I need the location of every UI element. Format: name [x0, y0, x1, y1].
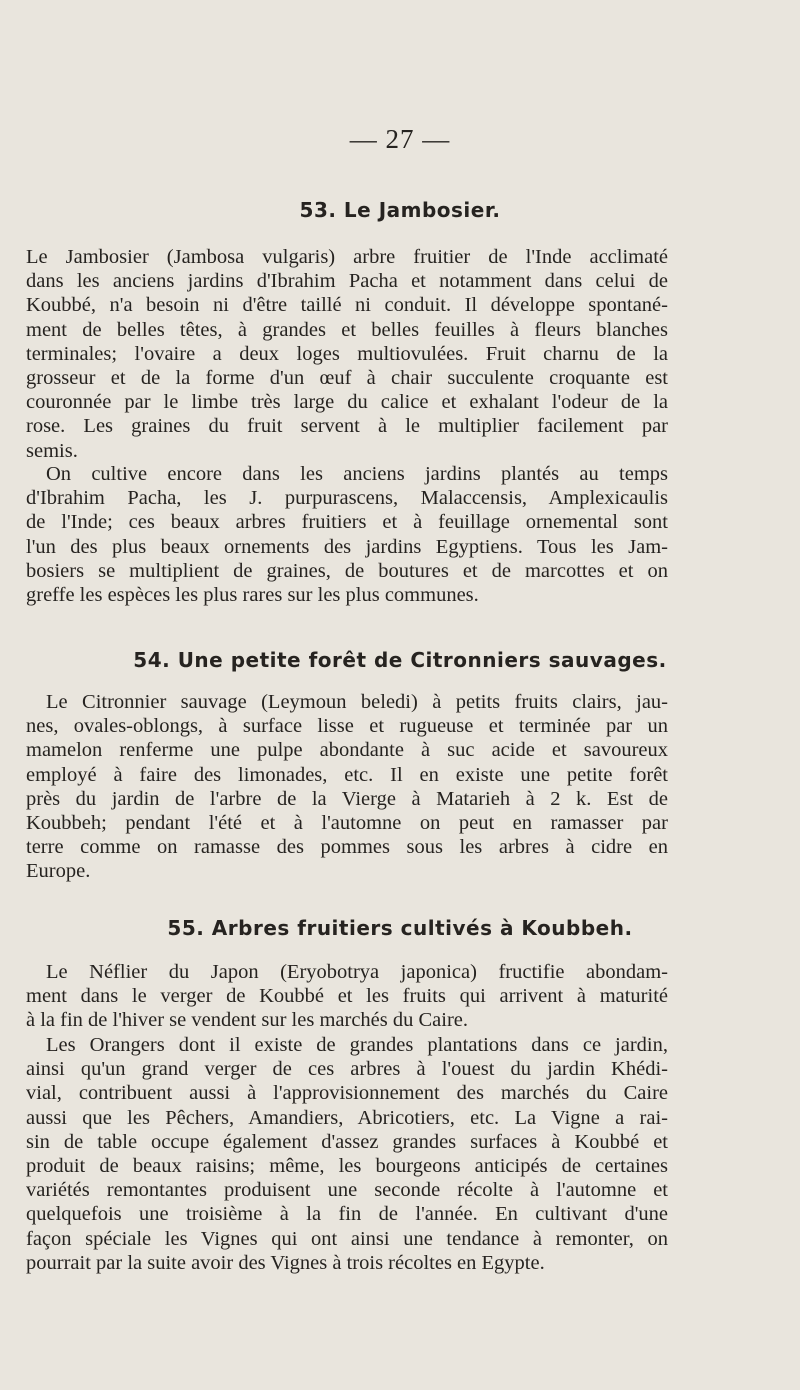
text-line: greffe les espèces les plus rares sur les plus communes.	[26, 584, 479, 607]
text-line: de l'Inde; ces beaux arbres fruitiers et à feuillage ornemental sont	[26, 511, 668, 534]
text-line: l'un des plus beaux ornements des jardins Egyptiens. Tous les Jam-	[26, 535, 668, 558]
text-line: Les Orangers dont il existe de grandes plantations dans ce jardin,	[46, 1034, 668, 1056]
text-line: ainsi qu'un grand verger de ces arbres à l'ouest du jardin Khédi-	[26, 1058, 668, 1081]
text-line: terre comme on ramasse des pommes sous les arbres à cidre en	[26, 836, 668, 859]
text-line: rose. Les graines du fruit servent à le multiplier facilement par	[26, 415, 668, 438]
text-line: Koubbé, n'a besoin ni d'être taillé ni conduit. Il développe spontané-	[26, 294, 668, 317]
text-line: Europe.	[26, 860, 91, 883]
text-line: aussi que les Pêchers, Amandiers, Abricotiers, etc. La Vigne a rai-	[26, 1106, 668, 1129]
page-number: — 27 —	[349, 124, 451, 154]
text-line: ment dans le verger de Koubbé et les fruits qui arrivent à maturité	[26, 985, 668, 1008]
text-line: Le Néflier du Japon (Eryobotrya japonica) fructifie abondam-	[46, 961, 668, 983]
section-heading-54: 54. Une petite forêt de Citronniers sauvages.	[133, 648, 667, 672]
text-line: pourrait par la suite avoir des Vignes à trois récoltes en Egypte.	[26, 1251, 545, 1274]
text-line: Koubbeh; pendant l'été et à l'automne on peut en ramasser par	[26, 812, 668, 835]
text-line: couronnée par le limbe très large du calice et exhalant l'odeur de la	[26, 391, 668, 414]
text-line: ment de belles têtes, à grandes et belles feuilles à fleurs blanches	[26, 318, 668, 341]
section-heading-55: 55. Arbres fruitiers cultivés à Koubbeh.	[167, 916, 633, 940]
section-heading-53: 53. Le Jambosier.	[299, 198, 501, 222]
paragraph-jambosier-2	[26, 462, 668, 607]
text-line: Le Citronnier sauvage (Leymoun beledi) à petits fruits clairs, jau-	[46, 691, 668, 713]
text-line: à la fin de l'hiver se vendent sur les marchés du Caire.	[26, 1009, 469, 1032]
paragraph-orangers	[26, 1033, 668, 1275]
text-line: nes, ovales-oblongs, à surface lisse et rugueuse et terminée par un	[26, 715, 668, 738]
text-line: semis.	[26, 439, 78, 462]
text-line: grosseur et de la forme d'un œuf à chair succulente croquante est	[26, 367, 668, 390]
text-line: variétés remontantes produisent une seconde récolte à l'automne et	[26, 1179, 668, 1202]
text-line: employé à faire des limonades, etc. Il en existe une petite forêt	[26, 763, 668, 786]
text-line: Le Jambosier (Jambosa vulgaris) arbre fruitier de l'Inde acclimaté	[26, 246, 668, 268]
text-line: On cultive encore dans les anciens jardins plantés au temps	[46, 463, 668, 485]
text-line: près du jardin de l'arbre de la Vierge à Matarieh à 2 k. Est de	[26, 787, 668, 810]
text-line: bosiers se multiplient de graines, de boutures et de marcottes et on	[26, 559, 668, 582]
text-line: sin de table occupe également d'assez grandes surfaces à Koubbé et	[26, 1130, 668, 1153]
paragraph-citronnier	[26, 690, 668, 884]
text-line: façon spéciale les Vignes qui ont ainsi une tendance à remonter, on	[26, 1227, 668, 1250]
text-line: produit de beaux raisins; même, les bourgeons anticipés de certaines	[26, 1155, 668, 1178]
text-line: terminales; l'ovaire a deux loges multiovulées. Fruit charnu de la	[26, 342, 668, 365]
text-line: d'Ibrahim Pacha, les J. purpurascens, Malaccensis, Amplexicaulis	[26, 487, 668, 510]
paragraph-jambosier-1	[26, 245, 668, 463]
text-line: quelquefois une troisième à la fin de l'année. En cultivant d'une	[26, 1203, 668, 1226]
text-line: dans les anciens jardins d'Ibrahim Pacha et notamment dans celui de	[26, 270, 668, 293]
paragraph-neflier	[26, 960, 668, 1033]
text-line: mamelon renferme une pulpe abondante à suc acide et savoureux	[26, 739, 668, 762]
text-line: vial, contribuent aussi à l'approvisionnement des marchés du Caire	[26, 1082, 668, 1105]
